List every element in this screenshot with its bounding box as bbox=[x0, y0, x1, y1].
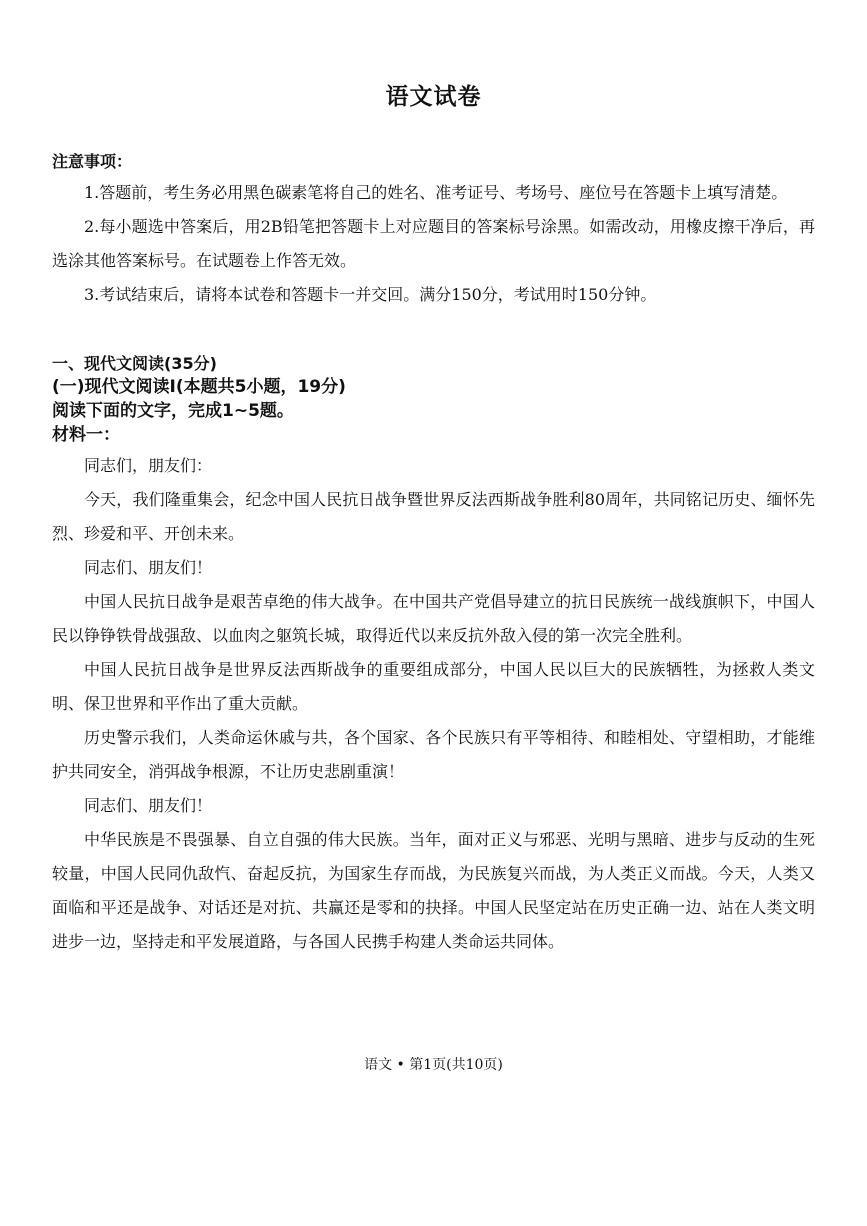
material-label: 材料一： bbox=[52, 425, 120, 445]
page-title: 语文试卷 bbox=[385, 84, 482, 110]
notice-item-2: 2.每小题选中答案后，用2B铅笔把答题卡上对应题目的答案标号涂黑。如需改动，用橡皮擦干净后，再选涂其他答案标号。在试题卷上作答无效。 bbox=[52, 217, 815, 270]
material-paragraph: 中国人民抗日战争是艰苦卓绝的伟大战争。在中国共产党倡导建立的抗日民族统一战线旗帜下，中国人民以铮铮铁骨战强敌、以血肉之躯筑长城，取得近代以来反抗外敌入侵的第一次完全胜利。 bbox=[52, 592, 815, 645]
section-subheading: (一)现代文阅读Ⅰ(本题共5小题，19分) bbox=[52, 377, 346, 397]
notice-item-1: 1.答题前，考生务必用黑色碳素笔将自己的姓名、准考证号、考场号、座位号在答题卡上填写清楚。 bbox=[84, 183, 788, 202]
section-instruction: 阅读下面的文字，完成1~5题。 bbox=[52, 401, 294, 421]
material-paragraph: 历史警示我们，人类命运休戚与共，各个国家、各个民族只有平等相待、和睦相处、守望相助，才能维护共同安全，消弭战争根源，不让历史悲剧重演！ bbox=[52, 728, 815, 781]
notices-block bbox=[52, 149, 815, 312]
notice-item-3: 3.考试结束后，请将本试卷和答题卡一并交回。满分150分，考试用时150分钟。 bbox=[84, 285, 657, 304]
notices-heading: 注意事项： bbox=[52, 152, 133, 171]
material-paragraph: 同志们、朋友们！ bbox=[84, 796, 213, 815]
material-paragraph: 同志们，朋友们： bbox=[84, 456, 213, 475]
material-text bbox=[52, 449, 815, 959]
section-heading: 一、现代文阅读(35分) bbox=[52, 354, 217, 373]
page-footer: 语文 • 第1页(共10页) bbox=[364, 1057, 503, 1073]
section-modern-reading bbox=[52, 352, 815, 959]
material-paragraph: 中华民族是不畏强暴、自立自强的伟大民族。当年，面对正义与邪恶、光明与黑暗、进步与反动的生死较量，中国人民同仇敌忾、奋起反抗，为国家生存而战，为民族复兴而战，为人类正义而战。今天，人类又面临和平还是战争、对话还是对抗、共赢还是零和的抉择。中国人民坚定站在历史正确一边、站在人类文明进步一边，坚持走和平发展道路，与各国人民携手构建人类命运共同体。 bbox=[52, 830, 815, 951]
material-paragraph: 今天，我们隆重集会，纪念中国人民抗日战争暨世界反法西斯战争胜利80周年，共同铭记历史、缅怀先烈、珍爱和平、开创未来。 bbox=[52, 490, 815, 543]
exam-page bbox=[52, 78, 815, 959]
material-paragraph: 同志们、朋友们！ bbox=[84, 558, 213, 577]
material-paragraph: 中国人民抗日战争是世界反法西斯战争的重要组成部分，中国人民以巨大的民族牺牲，为拯救人类文明、保卫世界和平作出了重大贡献。 bbox=[52, 660, 815, 713]
